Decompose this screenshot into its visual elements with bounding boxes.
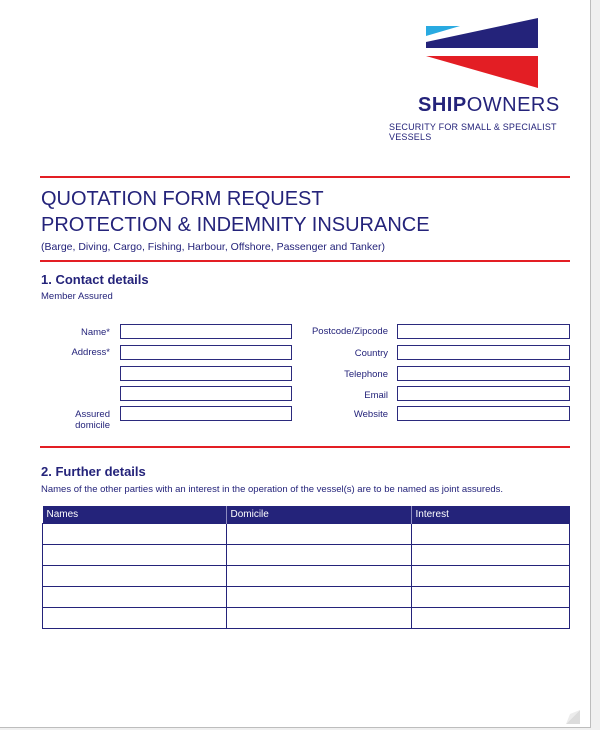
names-cell[interactable] — [43, 524, 227, 545]
domicile-cell[interactable] — [226, 608, 411, 629]
domicile-label: Assured domicile — [75, 409, 110, 431]
telephone-label: Telephone — [344, 369, 388, 380]
page-title-line1: QUOTATION FORM REQUEST — [41, 188, 324, 210]
column-header-domicile: Domicile — [226, 506, 411, 524]
divider — [40, 446, 570, 448]
page-subtitle: (Barge, Diving, Cargo, Fishing, Harbour, Offshore, Passenger and Tanker) — [41, 241, 385, 253]
divider — [40, 260, 570, 262]
domicile-cell[interactable] — [226, 566, 411, 587]
member-assured-label: Member Assured — [41, 291, 113, 302]
address-field-line3[interactable] — [120, 386, 292, 401]
page-curl-icon — [566, 710, 580, 724]
interest-cell[interactable] — [411, 524, 570, 545]
table-row — [43, 566, 570, 587]
shipowners-logo-icon — [420, 18, 540, 90]
name-label: Name* — [80, 327, 110, 338]
table-row — [43, 587, 570, 608]
telephone-field[interactable] — [397, 366, 570, 381]
interest-cell[interactable] — [411, 608, 570, 629]
section-heading-further: 2. Further details — [41, 464, 146, 479]
brand-name: SHIPOWNERS — [418, 94, 560, 116]
postcode-label: Postcode/Zipcode — [311, 326, 388, 337]
brand-tagline: SECURITY FOR SMALL & SPECIALIST VESSELS — [389, 122, 557, 142]
website-field[interactable] — [397, 406, 570, 421]
postcode-field[interactable] — [397, 324, 570, 339]
column-header-interest: Interest — [411, 506, 570, 524]
interest-cell[interactable] — [411, 566, 570, 587]
names-cell[interactable] — [43, 587, 227, 608]
address-label: Address* — [71, 347, 110, 358]
domicile-cell[interactable] — [226, 545, 411, 566]
names-cell[interactable] — [43, 608, 227, 629]
email-field[interactable] — [397, 386, 570, 401]
country-label: Country — [354, 348, 388, 359]
website-label: Website — [353, 409, 388, 420]
table-row — [43, 608, 570, 629]
table-header-row — [43, 506, 570, 524]
divider — [40, 176, 570, 178]
domicile-field[interactable] — [120, 406, 292, 421]
page-title-line2: PROTECTION & INDEMNITY INSURANCE — [41, 214, 430, 236]
section-heading-contact: 1. Contact details — [41, 272, 149, 287]
domicile-cell[interactable] — [226, 524, 411, 545]
address-field-line1[interactable] — [120, 345, 292, 360]
interest-cell[interactable] — [411, 545, 570, 566]
joint-assureds-table — [42, 506, 570, 629]
names-cell[interactable] — [43, 566, 227, 587]
names-cell[interactable] — [43, 545, 227, 566]
column-header-names: Names — [43, 506, 227, 524]
email-label: Email — [364, 390, 388, 401]
further-details-description: Names of the other parties with an interest in the operation of the vessel(s) are to be named as joint assureds. — [41, 484, 504, 495]
table-row — [43, 524, 570, 545]
table-row — [43, 545, 570, 566]
address-field-line2[interactable] — [120, 366, 292, 381]
country-field[interactable] — [397, 345, 570, 360]
interest-cell[interactable] — [411, 587, 570, 608]
name-field[interactable] — [120, 324, 292, 339]
domicile-cell[interactable] — [226, 587, 411, 608]
